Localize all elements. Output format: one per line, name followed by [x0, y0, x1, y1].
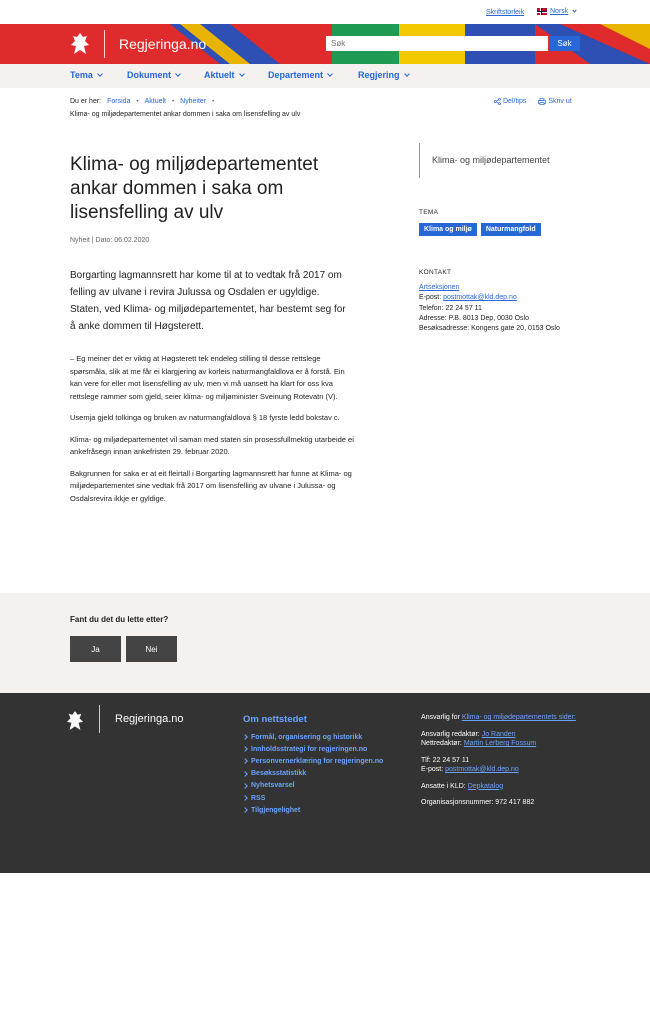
chevron-down-icon: [97, 71, 103, 77]
chevron-right-icon: [242, 734, 248, 740]
header-banner: [0, 24, 650, 64]
search-button[interactable]: Søk: [549, 36, 580, 51]
footer-staff-link[interactable]: Depkatalog: [467, 782, 504, 790]
tag-list: [419, 223, 541, 236]
breadcrumb-current: Klima- og miljødepartementet ankar dommen i saka om lisensfelling av ulv: [70, 111, 301, 118]
chevron-down-icon: [175, 71, 181, 77]
tag-naturmangfold[interactable]: Naturmangfold: [481, 223, 541, 236]
chevron-right-icon: [242, 783, 248, 789]
search-input[interactable]: [326, 36, 548, 51]
print-button[interactable]: Skriv ut: [538, 98, 571, 105]
page-tools: [494, 98, 572, 105]
contact-email-link[interactable]: postmottak@kld.dep.no: [443, 294, 517, 302]
breadcrumb-prefix: Du er her:: [70, 98, 102, 105]
chevron-down-icon: [327, 71, 333, 77]
footer-site-name[interactable]: Regjeringa.no: [115, 713, 184, 725]
site-name[interactable]: Regjeringa.no: [119, 36, 207, 52]
article-meta: Nyheit | Dato: 06.02.2020: [70, 237, 150, 244]
contact-phone: Telefon: 22 24 57 11: [419, 304, 482, 312]
footer-responsible-link[interactable]: Klima- og miljødepartementets sider:: [461, 714, 576, 721]
nav-item-departement[interactable]: Departement: [268, 70, 332, 80]
chevron-right-icon: [242, 771, 248, 777]
logo-divider: [104, 30, 105, 58]
chevron-down-icon: [239, 71, 245, 77]
footer-phone: Tlf: 22 24 57 11: [421, 756, 470, 764]
chevron-right-icon: [242, 759, 248, 765]
share-button[interactable]: Del/tips: [494, 98, 526, 105]
main-nav: [0, 64, 650, 88]
tag-klima-og-miljo[interactable]: Klima og miljø: [419, 223, 477, 236]
footer-web-editor-link[interactable]: Martin Lerberg Fossum: [463, 740, 537, 747]
chevron-down-icon: [404, 71, 410, 77]
article-paragraph: Bakgrunnen for saka er at eit fleirtall i Borgarting lagmannsrett har funne at Klima- og miljødepartementet sine vedtak frå 2017 om lisensfelling av ulvane i Julussa- og Osdalsrevira ikkje er gyldige.: [70, 468, 352, 503]
footer-org-number: Organisasjonsnummer: 972 417 882: [421, 799, 535, 806]
article-paragraph: Usemja gjeld tolkinga og bruken av naturmangfaldlova § 18 fyrste ledd bokstav c.: [70, 413, 340, 422]
footer-link[interactable]: Nyhetsvarsel: [243, 780, 383, 792]
contact-visit-address: Besøksadresse: Kongens gate 20, 0153 Oslo: [419, 325, 560, 333]
norway-flag-icon: [537, 8, 547, 15]
feedback-yes-button[interactable]: Ja: [70, 636, 121, 662]
footer-heading: Om nettstedet: [243, 714, 307, 725]
footer-editor-link[interactable]: Jo Randen: [481, 730, 516, 738]
language-label: Norsk: [550, 8, 569, 15]
page-title: Klima- og miljødepartementet ankar dommen i saka om lisensfelling av ulv: [70, 154, 319, 223]
share-icon: [494, 98, 501, 105]
nav-item-regjering[interactable]: Regjering: [358, 70, 409, 80]
nav-item-tema[interactable]: Tema: [70, 70, 102, 80]
footer-link[interactable]: Formål, organisering og historikk: [243, 731, 383, 743]
breadcrumb-separator: •: [136, 98, 139, 105]
feedback-question: Fant du det du lette etter?: [70, 615, 169, 624]
footer-links: [243, 731, 383, 816]
utility-bar: [0, 0, 650, 24]
breadcrumb-separator: •: [171, 98, 175, 105]
article-paragraph: – Eg meiner det er viktig at Høgsterett tek endeleg stilling til desse rettslege spørsmåla, slik at me får ei klargjering av korleis naturmangfaldlova er å forstå. Ein kan vere for eller mot lisensfelling av ulv, men vi må uansett ha klart for oss kva rettslege rammer som gjeld, seier klima- og miljøminister Sveinung Rotevatn (V).: [70, 354, 345, 401]
footer-link[interactable]: Tilgjengelighet: [243, 804, 383, 816]
nav-item-aktuelt[interactable]: Aktuelt: [204, 70, 244, 80]
footer-link[interactable]: Personvernerklæring for regjeringen.no: [243, 755, 383, 767]
chevron-right-icon: [242, 807, 248, 813]
chevron-right-icon: [242, 795, 248, 801]
footer-link[interactable]: RSS: [243, 792, 383, 804]
contact-info: Artseksjonen E-post: postmottak@kld.dep.no Telefon: 22 24 57 11 Adresse: P.B. 8013 Dep, 0030 Oslo Besøksadresse: Kongens gate 20, 0153 Oslo: [419, 283, 560, 334]
contact-heading: KONTAKT: [419, 269, 452, 276]
footer-link[interactable]: Innholdsstrategi for regjeringen.no: [243, 743, 383, 755]
print-icon: [538, 98, 546, 105]
footer: [0, 693, 650, 873]
lion-logo-icon[interactable]: [70, 32, 90, 56]
breadcrumb-item-aktuelt[interactable]: Aktuelt: [144, 98, 166, 105]
related-ministry[interactable]: Klima- og miljødepartementet: [419, 143, 579, 178]
article-paragraph: Klima- og miljødepartementet vil saman med staten sin prosessfullmektig utarbeide ei ankefråsegn innan ankefristen 29. februar 2020.: [70, 434, 354, 456]
chevron-down-icon: [573, 8, 577, 12]
contact-section-link[interactable]: Artseksjonen: [419, 284, 460, 291]
feedback-no-button[interactable]: Nei: [126, 636, 177, 662]
article-body: [70, 353, 355, 514]
breadcrumb-separator: •: [212, 98, 215, 105]
breadcrumb-item-forsida[interactable]: Forsida: [107, 98, 131, 105]
feedback-section: [0, 593, 650, 693]
chevron-right-icon: [242, 746, 248, 752]
breadcrumb-item-nyheiter[interactable]: Nyheiter: [180, 98, 207, 105]
font-size-link[interactable]: Skriftstorleik: [486, 9, 525, 16]
article-lead: Borgarting lagmannsrett har kome til at to vedtak frå 2017 om felling av ulvane i revira Julussa og Osdalen er ugyldige. Staten, ved Klima- og miljødepartementet, har bestemt seg for å anke dommen til Høgsterett.: [70, 270, 346, 332]
tema-heading: TEMA: [419, 209, 439, 216]
footer-email-link[interactable]: postmottak@kld.dep.no: [445, 766, 519, 773]
footer-logo-divider: [99, 705, 100, 733]
footer-link[interactable]: Besøksstatistikk: [243, 768, 383, 780]
breadcrumb: [70, 98, 214, 105]
lion-logo-icon[interactable]: [66, 710, 84, 732]
contact-address: Adresse: P.B. 8013 Dep, 0030 Oslo: [419, 314, 529, 322]
footer-info: Ansvarlig for Klima- og miljødepartementets sider: Ansvarlig redaktør: Jo Randen Nettredaktør: Martin Lerberg Fossum Tlf: 22 24 57 11 E-post: postmottak@kld.dep.no Ansatte i KLD: Depkatalog Organisasjonsnummer: 972 417 882: [421, 713, 586, 808]
nav-item-dokument[interactable]: Dokument: [127, 70, 180, 80]
language-selector[interactable]: [537, 8, 576, 15]
